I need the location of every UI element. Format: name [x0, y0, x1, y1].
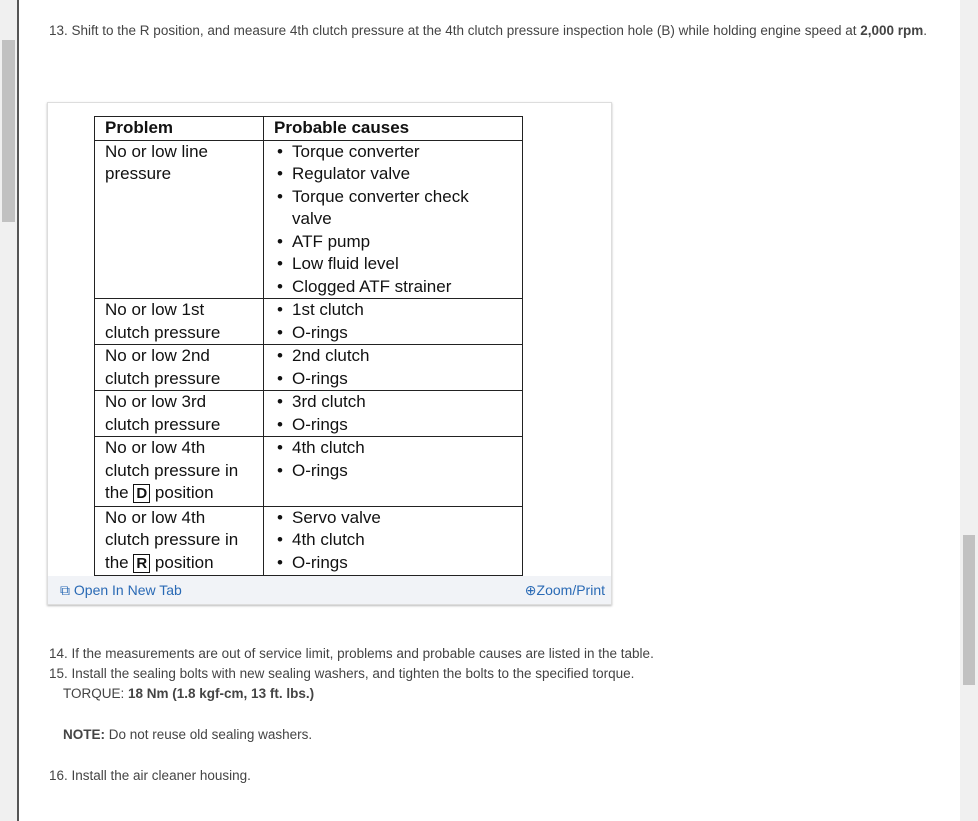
cause-item: • 4th clutch [274, 529, 512, 552]
step-13-text: 13. Shift to the R position, and measure 4th clutch pressure at the 4th clutch pressure inspection hole (B) while holding engine speed at [49, 23, 861, 38]
cause-item: • 2nd clutch [274, 345, 512, 368]
right-scrollbar-thumb[interactable] [963, 535, 975, 685]
left-scrollbar-thumb[interactable] [2, 40, 15, 222]
table-row [95, 506, 523, 576]
problem-cell: No or low 4th clutch pressure in the R position [95, 506, 264, 576]
open-label: Open In New Tab [73, 582, 182, 598]
position-box: R [133, 554, 150, 573]
causes-cell [264, 506, 523, 576]
zoom-in-icon: ⊕ [524, 582, 537, 598]
table-row [95, 299, 523, 345]
cause-item: • O-rings [274, 414, 512, 437]
problem-causes-table [94, 116, 523, 576]
step-16: 16. Install the air cleaner housing. [49, 768, 251, 783]
cause-item: • Regulator valve [274, 163, 512, 186]
causes-cell [264, 140, 523, 299]
causes-cell [264, 391, 523, 437]
cause-item: • Torque converter check valve [274, 186, 512, 231]
table-row [95, 140, 523, 299]
cause-item: • 3rd clutch [274, 391, 512, 414]
torque-value: 18 Nm (1.8 kgf-cm, 13 ft. lbs.) [128, 686, 315, 701]
step-13-rpm: 2,000 rpm [860, 23, 924, 38]
position-box: D [133, 484, 150, 503]
step-13 [49, 21, 949, 41]
table-row [95, 391, 523, 437]
causes-cell [264, 437, 523, 507]
open-tab-icon: ⧉ [60, 582, 70, 598]
causes-cell [264, 299, 523, 345]
table-row [95, 437, 523, 507]
torque-spec [63, 684, 963, 704]
cause-item: • Servo valve [274, 507, 512, 530]
cause-item: • O-rings [274, 322, 512, 345]
step-14: 14. If the measurements are out of service limit, problems and probable causes are listed in the table. [49, 646, 654, 661]
cause-item: • Clogged ATF strainer [274, 276, 512, 299]
cause-item: • Torque converter [274, 141, 512, 164]
cause-item: • 4th clutch [274, 437, 512, 460]
cause-item: • O-rings [274, 368, 512, 391]
cause-item: • ATF pump [274, 231, 512, 254]
header-causes: Probable causes [264, 117, 523, 141]
left-scrollbar[interactable] [0, 0, 19, 821]
problem-cell: No or low 4th clutch pressure in the D position [95, 437, 264, 507]
cause-item: • O-rings [274, 552, 512, 575]
note-text: Do not reuse old sealing washers. [105, 727, 313, 742]
zoom-print-link[interactable] [525, 582, 605, 599]
figure-panel [47, 102, 612, 605]
causes-cell [264, 345, 523, 391]
step-15: 15. Install the sealing bolts with new sealing washers, and tighten the bolts to the specified torque. [49, 666, 635, 681]
zoom-label: Zoom/Print [536, 582, 605, 598]
problem-cell: No or low line pressure [95, 140, 264, 299]
cause-item: • O-rings [274, 460, 512, 483]
note [63, 725, 963, 745]
cause-item: • Low fluid level [274, 253, 512, 276]
table-row [95, 345, 523, 391]
problem-cell: No or low 3rd clutch pressure [95, 391, 264, 437]
note-label: NOTE: [63, 727, 105, 742]
figure-toolbar [48, 576, 611, 604]
problem-cell: No or low 2nd clutch pressure [95, 345, 264, 391]
problem-cell: No or low 1st clutch pressure [95, 299, 264, 345]
torque-label: TORQUE: [63, 686, 129, 701]
cause-item: • 1st clutch [274, 299, 512, 322]
step-13-end: . [923, 23, 928, 38]
open-in-new-tab-link[interactable] [60, 582, 182, 599]
header-problem: Problem [95, 117, 264, 141]
